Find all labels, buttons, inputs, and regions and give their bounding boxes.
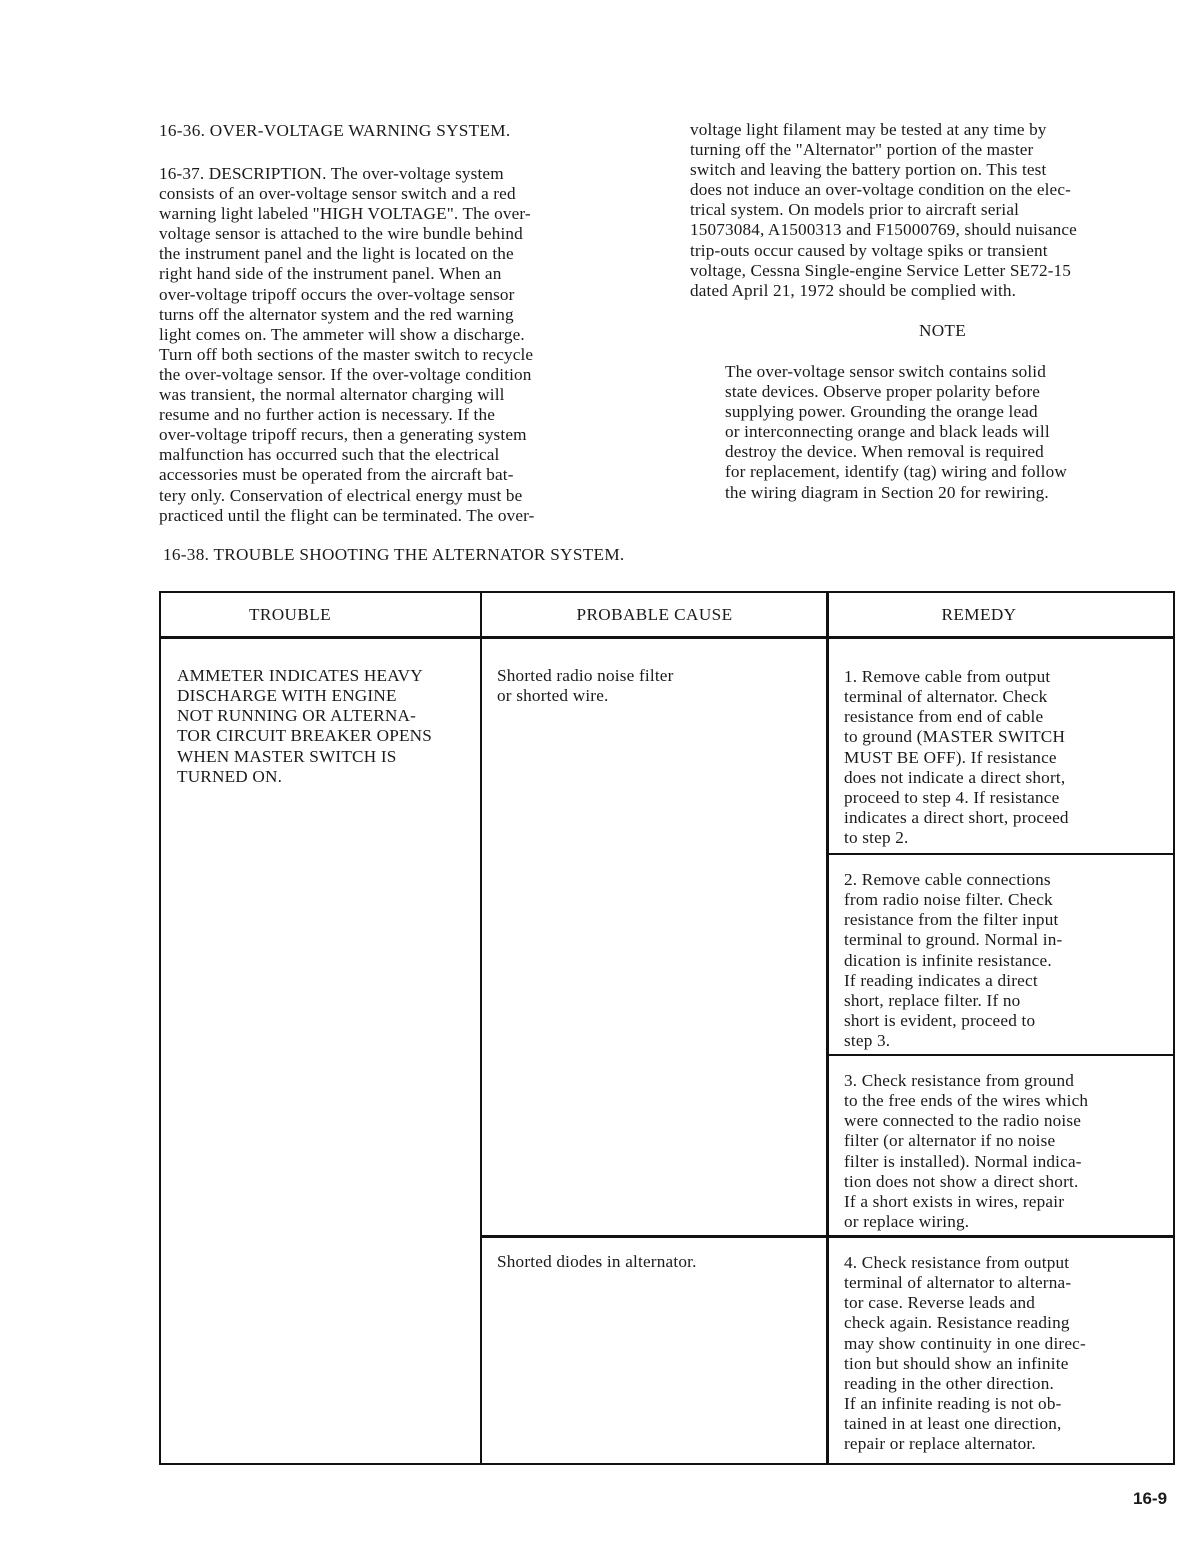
header-trouble: TROUBLE — [248, 605, 332, 624]
remedy-step-4: 4. Check resistance from output terminal of alternator to alterna- tor case. Reverse leads and check again. Resistance reading may show continuity in one direc- tion but should show an infinite reading in the other direction. If an infinite reading is not ob- tained in at least one direction, repair or replace alternator. — [844, 1253, 1086, 1454]
remedy-divider-2 — [827, 1054, 1175, 1056]
header-rule — [159, 636, 1175, 639]
trouble-text: AMMETER INDICATES HEAVY DISCHARGE WITH ENGINE NOT RUNNING OR ALTERNA- TOR CIRCUIT BREAKER OPENS WHEN MASTER SWITCH IS TURNED ON. — [177, 666, 433, 786]
note-title: NOTE — [918, 321, 967, 340]
remedy-divider-1 — [827, 853, 1175, 855]
column-divider-1 — [480, 591, 482, 1465]
continued-paragraph: voltage light filament may be tested at any time by turning off the "Alternator" portion of the master switch and leaving the battery portion on. This test does not induce an over-voltage condition on the elec- trical system. On models prior to aircraft serial 15073084, A1500313 and F15000769, should nuisance trip-outs occur caused by voltage spiks or transient voltage, Cessna Single-engine Service Letter SE72-15 dated April 21, 1972 should be complied with. — [690, 120, 1077, 300]
page-number: 16-9 — [1133, 1489, 1168, 1508]
column-divider-2 — [826, 591, 829, 1465]
troubleshooting-table — [159, 591, 1175, 1465]
cause-1: Shorted radio noise filter or shorted wire. — [497, 666, 674, 706]
remedy-step-3: 3. Check resistance from ground to the free ends of the wires which were connected to the radio noise filter (or alternator if no noise filter is installed). Normal indica- tion does not show a direct short. If a short exists in wires, repair or replace wiring. — [844, 1071, 1089, 1232]
remedy-step-2: 2. Remove cable connections from radio noise filter. Check resistance from the filter input terminal to ground. Normal in- dication is infinite resistance. If reading indicates a direct short, replace filter. If no short is evident, proceed to step 3. — [844, 870, 1063, 1051]
cause-2: Shorted diodes in alternator. — [497, 1252, 697, 1271]
cause-divider — [481, 1235, 1175, 1238]
remedy-step-1: 1. Remove cable from output terminal of alternator. Check resistance from end of cable to ground (MASTER SWITCH MUST BE OFF). If resistance does not indicate a direct short, proceed to step 4. If resistance indicates a direct short, proceed to step 2. — [844, 667, 1069, 848]
header-probable-cause: PROBABLE CAUSE — [576, 605, 733, 624]
note-text: The over-voltage sensor switch contains solid state devices. Observe proper polarity before supplying power. Grounding the orange lead or interconnecting orange and black leads will destroy the device. When removal is required for replacement, identify (tag) wiring and follow the wiring diagram in Section 20 for rewiring. — [725, 362, 1067, 502]
description-paragraph: 16-37. DESCRIPTION. The over-voltage system consists of an over-voltage sensor switch and a red warning light labeled "HIGH VOLTAGE". The over- voltage sensor is attached to the wire bundle behind the instrument panel and the light is located on the right hand side of the instrument panel. When an over-voltage tripoff occurs the over-voltage sensor turns off the alternator system and the red warning light comes on. The ammeter will show a discharge. Turn off both sections of the master switch to recycle the over-voltage sensor. If the over-voltage condition was transient, the normal alternator charging will resume and no further action is necessary. If the over-voltage tripoff recurs, then a generating system malfunction has occurred such that the electrical accessories must be operated from the aircraft bat- tery only. Conservation of electrical energy must be practiced until the flight can be terminated. The over- — [159, 164, 535, 525]
header-remedy: REMEDY — [941, 605, 1017, 624]
section-heading-16-36: 16-36. OVER-VOLTAGE WARNING SYSTEM. — [159, 121, 511, 140]
section-heading-16-38: 16-38. TROUBLE SHOOTING THE ALTERNATOR SYSTEM. — [163, 545, 625, 564]
